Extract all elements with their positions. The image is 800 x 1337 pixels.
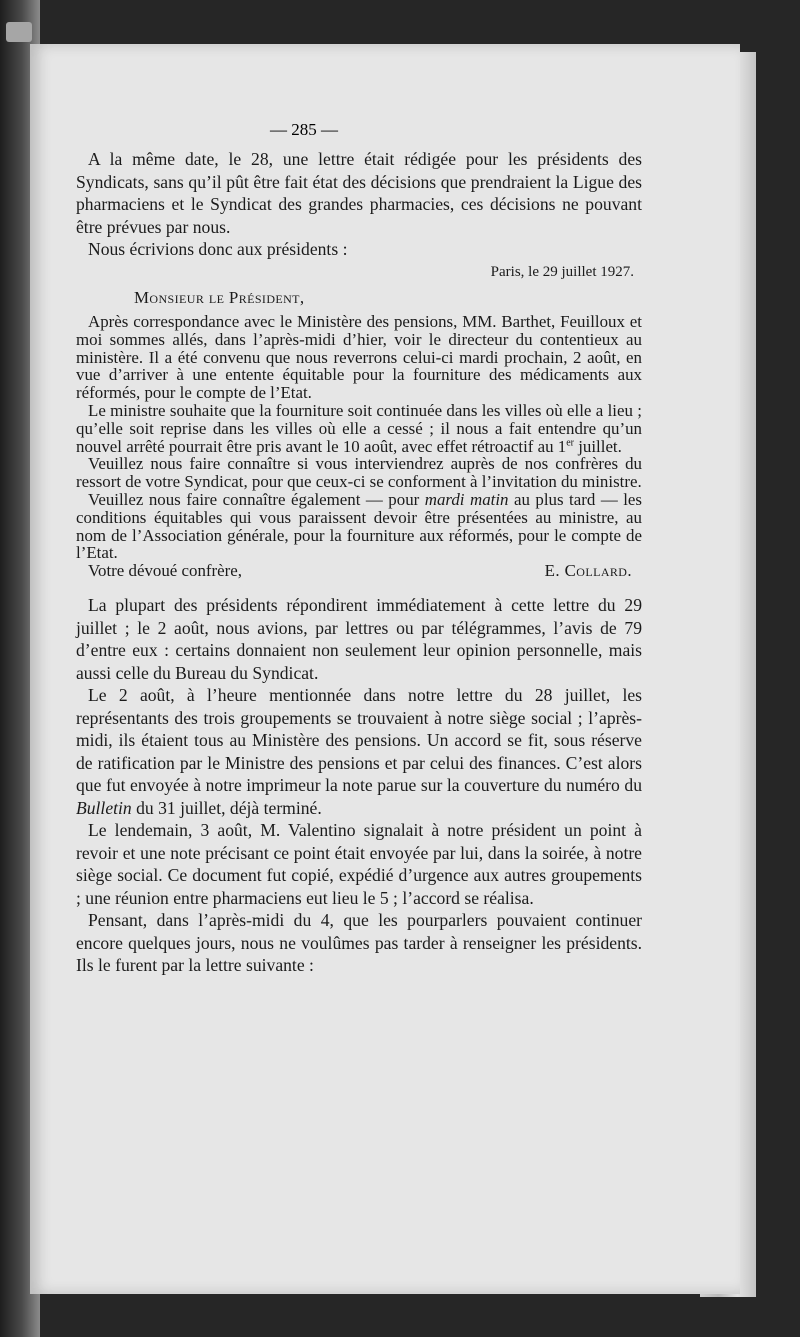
paragraph-6: Pensant, dans l’après-midi du 4, que les pourparlers pouvaient continuer encore quelques jours, nous ne voulûmes pas tarder à renseigner les présidents. Ils le furent par la lettre suivante : xyxy=(76,910,642,976)
emphasis-bulletin: Bulletin xyxy=(76,797,132,818)
letter-paragraph-1: Après correspondance avec le Ministère des pensions, MM. Barthet, Feuilloux et moi sommes allés, dans l’après-midi d’hier, voir le directeur du contentieux au ministère. Il a été convenu que nous reverrons celui-ci mardi prochain, 2 août, en vue d’arriver à une entente équitable pour la fourniture des médicaments aux réformés, pour le compte de l’Etat. xyxy=(76,312,642,403)
letter-paragraph-3: Veuillez nous faire connaître si vous interviendrez auprès de nos confrères du ressort de votre Syndicat, pour que ceux-ci se conforment à l’invitation du ministre. xyxy=(76,454,642,492)
letter-quote xyxy=(76,264,642,581)
emphasis-mardi-matin: mardi matin xyxy=(424,490,509,510)
letter-closing: Votre dévoué confrère, xyxy=(88,561,242,581)
letter-paragraph-2-text: Le ministre souhaite que la fourniture soit continuée dans les villes où elle a lieu ; qu’elle soit reprise dans les villes où elle a cessé ; il nous a fait entendre qu’un nouvel arrêté pourrait être pris avant le 10 août, avec effet rétroactif au 1 xyxy=(76,401,642,456)
letter-paragraph-2-end: juillet. xyxy=(574,436,622,456)
page-text xyxy=(76,148,642,977)
paragraph-4-start: Le 2 août, à l’heure mentionnée dans notre lettre du 28 juillet, les représentants des trois groupements se trouvaient à notre siège social ; l’après-midi, ils étaient tous au Ministère des pensions. Un accord se fit, sous réserve de ratification par le Ministre des pensions et par celui des finances. C’est alors que fut envoyée à notre imprimeur la note parue sur la couverture du numéro du xyxy=(76,685,642,796)
ordinal-superscript: er xyxy=(566,437,574,449)
paragraph-3: La plupart des présidents répondirent immédiatement à cette lettre du 29 juillet ; le 2 août, nous avions, par lettres ou par télégrammes, l’avis de 79 d’entre eux : certains donnaient non seulement leur opinion personnelle, mais aussi celle du Bureau du Syndicat. xyxy=(76,595,642,683)
letter-paragraph-4-start: Veuillez nous faire connaître également — pour xyxy=(88,490,425,510)
letter-closing-row xyxy=(76,562,642,580)
letter-paragraph-4 xyxy=(76,491,642,562)
page-number: — 285 — xyxy=(270,120,338,139)
book-page xyxy=(30,44,740,1294)
paragraph-1: A la même date, le 28, une lettre était rédigée pour les présidents des Syndicats, sans qu’il pût être fait état des décisions que prendraient la Ligue des pharmaciens et le Syndicat des grandes pharmacies, ces décisions ne pouvant être prévues par nous. xyxy=(76,149,642,237)
letter-paragraph-4-end: au plus tard — les conditions équitables qui vous paraissent devoir être présentées au ministre, au nom de l’Association générale, pour la fourniture aux réformés, pour le compte de l’Etat. xyxy=(76,490,642,563)
paragraph-4 xyxy=(76,684,642,819)
letter-dateline: Paris, le 29 juillet 1927. xyxy=(490,263,634,280)
paragraph-5: Le lendemain, 3 août, M. Valentino signalait à notre président un point à revoir et une note précisant ce point était envoyée par lui, dans la soirée, à notre siège social. Ce document fut copié, expédié d’urgence aux autres groupements ; une réunion entre pharmaciens eut lieu le 5 ; l’accord se réalisa. xyxy=(76,820,642,908)
letter-paragraph-2 xyxy=(76,402,642,455)
letter-signature: E. Collard. xyxy=(544,561,632,581)
paragraph-4-end: du 31 juillet, déjà terminé. xyxy=(131,797,322,818)
binding-clip xyxy=(6,22,32,42)
letter-salutation: Monsieur le Président, xyxy=(134,288,305,308)
paragraph-2: Nous écrivions donc aux présidents : xyxy=(88,239,348,259)
